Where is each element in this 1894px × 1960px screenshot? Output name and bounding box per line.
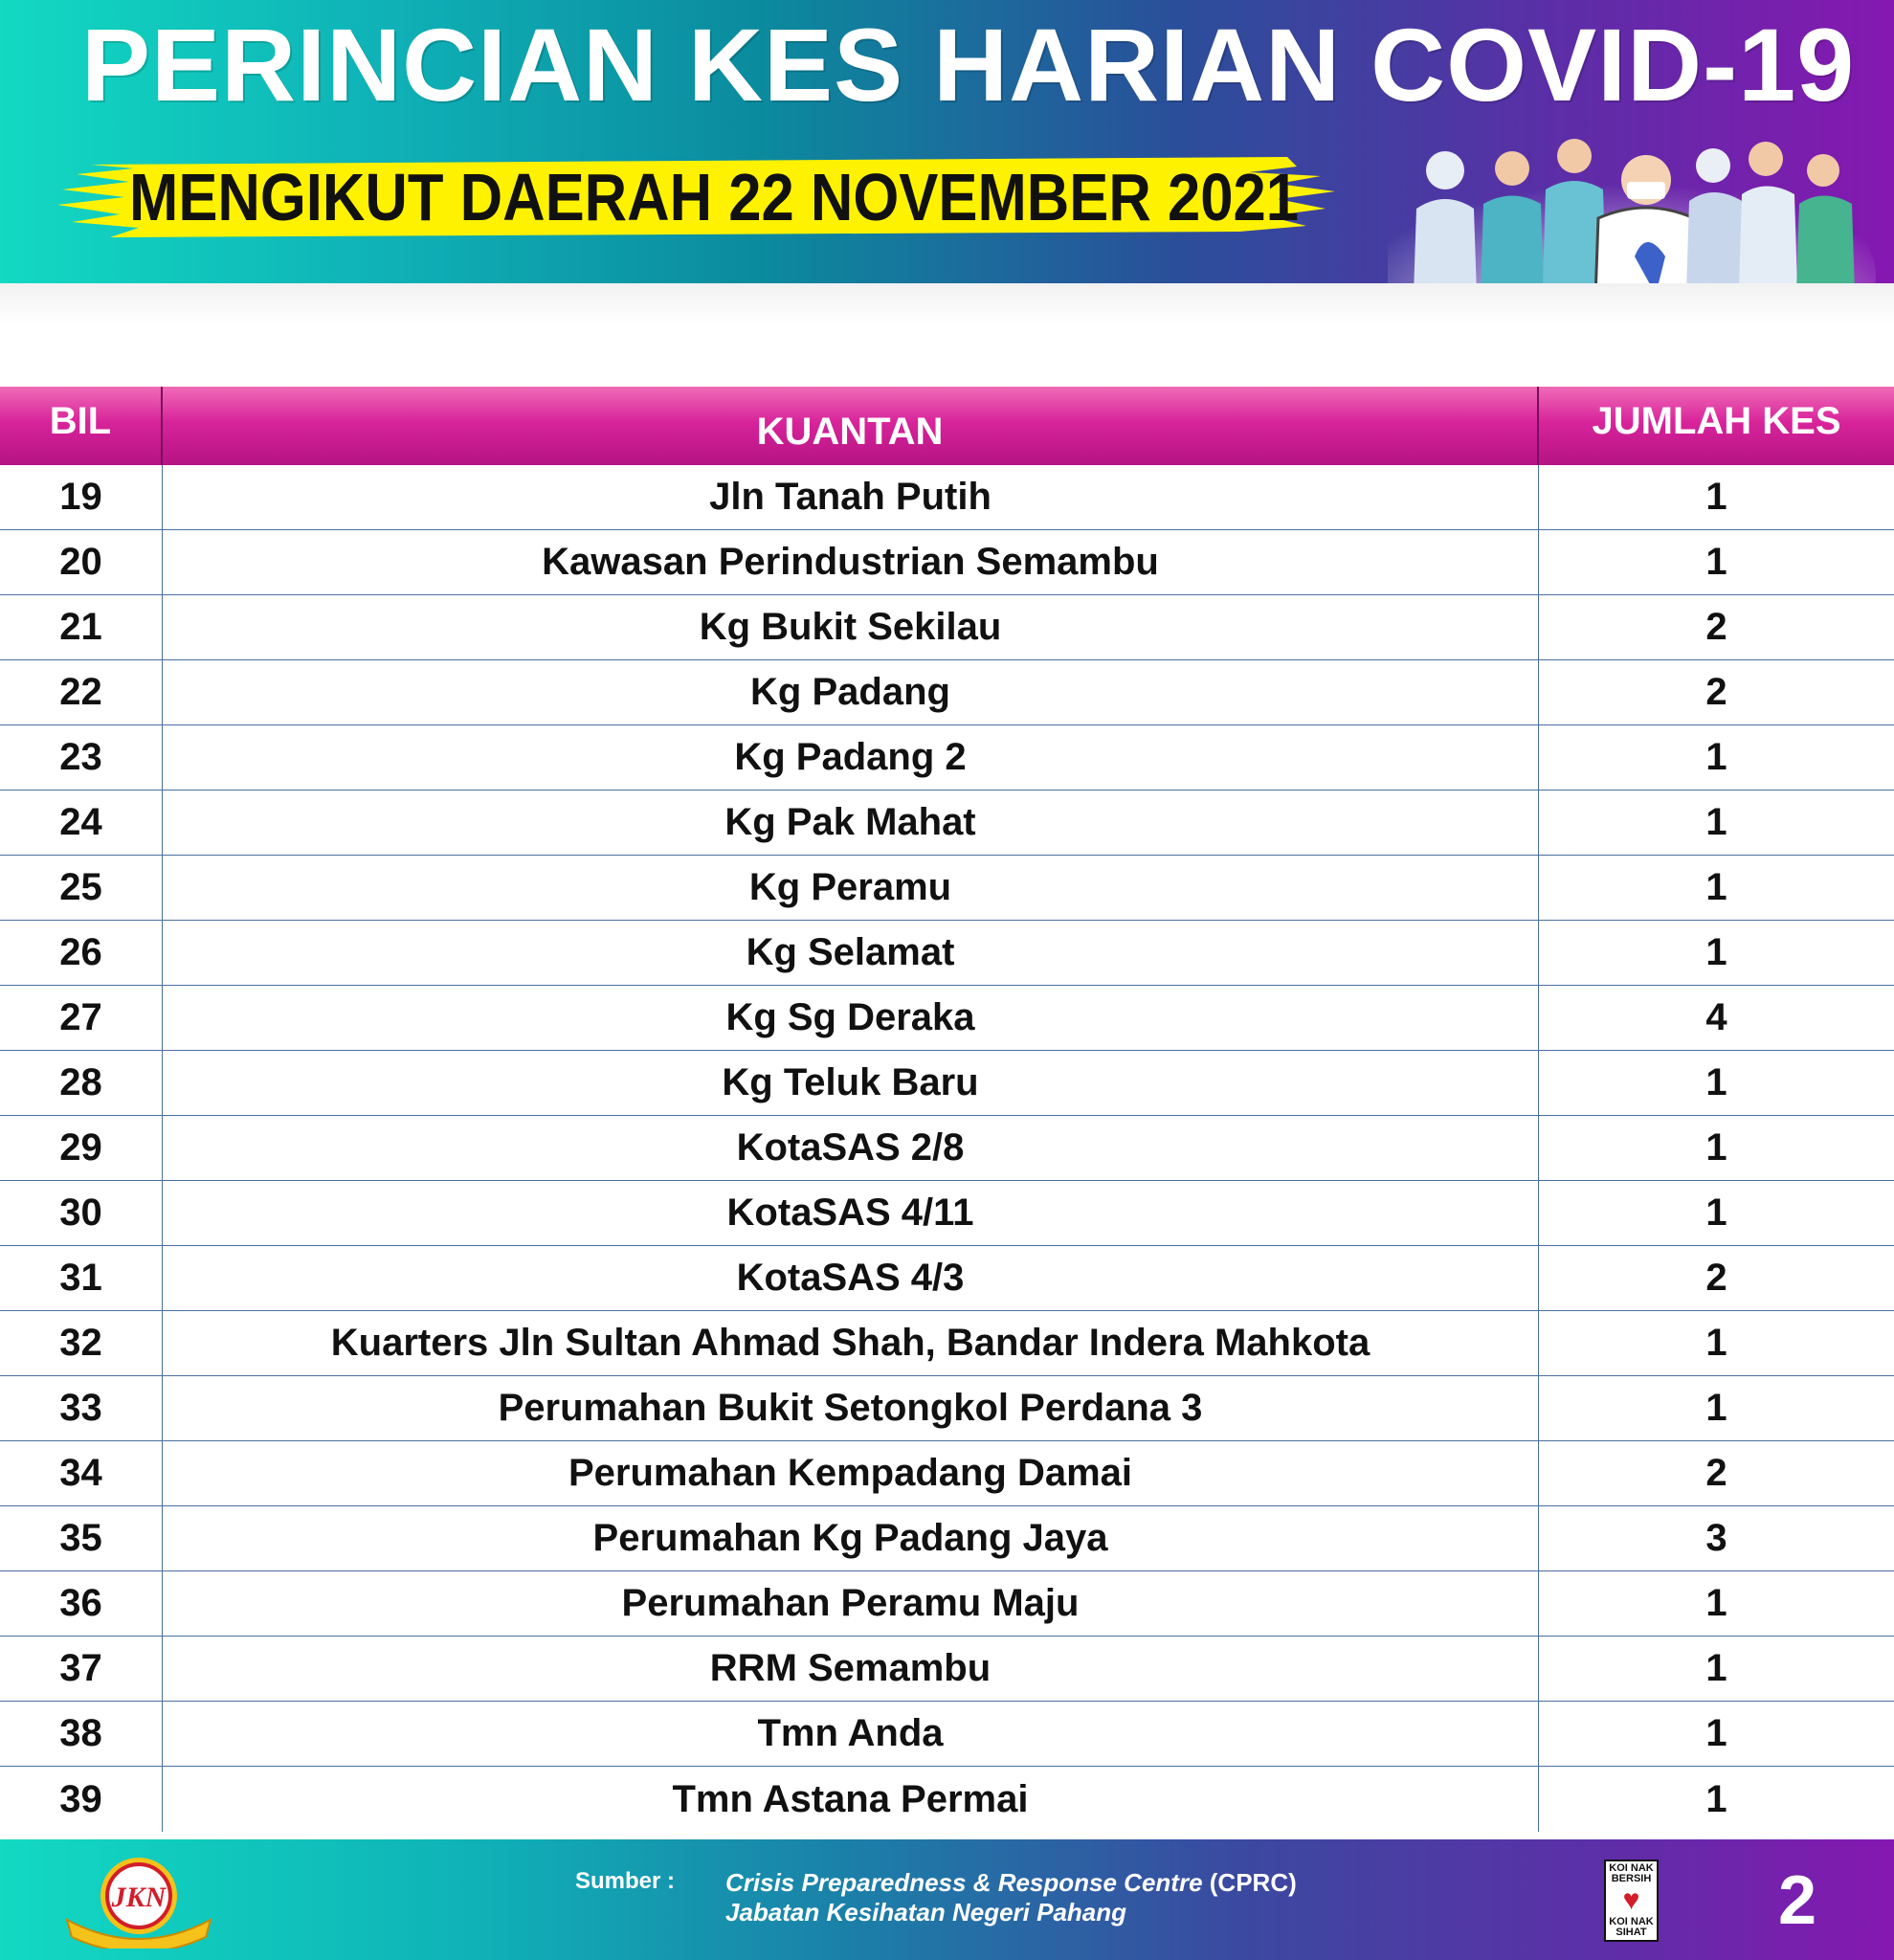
cell-cases: 1: [1705, 1647, 1727, 1689]
cell-bil: 26: [0, 921, 163, 985]
cell-cases: 1: [1705, 1387, 1727, 1429]
cell-area: Kuarters Jln Sultan Ahmad Shah, Bandar Indera Mahkota: [163, 1311, 1539, 1375]
cell-cases: 2: [1705, 671, 1727, 713]
cell-cases: 1: [1705, 1192, 1727, 1234]
table-row: [0, 1246, 1894, 1311]
koi-nak-bersih-badge: [1604, 1860, 1659, 1942]
source-label: Sumber :: [575, 1868, 676, 1894]
source-organisation: [725, 1868, 1297, 1898]
cell-bil: 30: [0, 1181, 163, 1245]
column-header-cases: JUMLAH KES: [1592, 400, 1841, 442]
subtitle-banner: [53, 151, 1340, 243]
cell-bil: 22: [0, 660, 163, 724]
cell-cases: 1: [1705, 1061, 1727, 1103]
table-row: [0, 1441, 1894, 1506]
table-row: [0, 1116, 1894, 1181]
cell-cases: 2: [1705, 606, 1727, 648]
cell-area: Kg Selamat: [163, 921, 1539, 985]
badge-bottom-text: KOI NAK SIHAT: [1609, 1916, 1654, 1938]
page-title: PERINCIAN KES HARIAN COVID-19: [81, 7, 1856, 122]
table-row: [0, 921, 1894, 986]
cell-area: Kg Padang 2: [163, 725, 1539, 790]
jkn-logo: [57, 1853, 220, 1949]
cell-cases: 1: [1705, 1126, 1727, 1169]
cell-cases: 4: [1705, 996, 1727, 1038]
table-row: [0, 725, 1894, 791]
cell-area: Perumahan Kg Padang Jaya: [163, 1506, 1539, 1570]
cell-area: KotaSAS 4/11: [163, 1181, 1539, 1245]
source-org-name: Crisis Preparedness & Response Centre: [725, 1868, 1203, 1897]
cell-area: Kg Teluk Baru: [163, 1051, 1539, 1115]
badge-top-text: KOI NAK BERSIH: [1609, 1862, 1654, 1884]
header-banner: [0, 0, 1894, 283]
cell-bil: 32: [0, 1311, 163, 1375]
page-subtitle: MENGIKUT DAERAH 22 NOVEMBER 2021: [129, 160, 1299, 234]
cell-area: KotaSAS 4/3: [163, 1246, 1539, 1310]
cell-area: Perumahan Peramu Maju: [163, 1571, 1539, 1636]
table-row: [0, 595, 1894, 660]
cell-cases: 1: [1705, 931, 1727, 973]
table-header-row: [0, 387, 1894, 465]
source-department: Jabatan Kesihatan Negeri Pahang: [725, 1898, 1127, 1927]
cell-bil: 21: [0, 595, 163, 659]
cell-bil: 33: [0, 1376, 163, 1440]
cell-area: Kg Peramu: [163, 856, 1539, 920]
cell-area: Kg Padang: [163, 660, 1539, 724]
cell-cases: 1: [1705, 1582, 1727, 1624]
cell-bil: 19: [0, 465, 163, 529]
cell-bil: 20: [0, 530, 163, 594]
table-row: [0, 1506, 1894, 1571]
jkn-logo-text: JKN: [111, 1882, 167, 1913]
cell-bil: 28: [0, 1051, 163, 1115]
cell-bil: 24: [0, 791, 163, 855]
cell-area: Perumahan Kempadang Damai: [163, 1441, 1539, 1505]
cell-bil: 29: [0, 1116, 163, 1180]
cell-area: Tmn Anda: [163, 1702, 1539, 1766]
column-header-area: KUANTAN: [163, 387, 1539, 465]
table-row: [0, 1571, 1894, 1637]
cell-cases: 3: [1705, 1517, 1727, 1559]
cell-area: Kg Sg Deraka: [163, 986, 1539, 1050]
cell-cases: 1: [1705, 1712, 1727, 1754]
cell-bil: 34: [0, 1441, 163, 1505]
cell-cases: 1: [1705, 541, 1727, 583]
page-number: 2: [1778, 1862, 1817, 1939]
cell-area: Kg Pak Mahat: [163, 791, 1539, 855]
column-header-bil: BIL: [0, 387, 163, 465]
cell-cases: 2: [1705, 1452, 1727, 1494]
header-fade: [0, 283, 1894, 389]
heart-icon: ♥: [1622, 1884, 1640, 1916]
healthcare-workers-illustration: [1388, 113, 1894, 283]
cell-bil: 39: [0, 1767, 163, 1832]
cell-cases: 1: [1705, 1777, 1727, 1820]
table-row: [0, 1376, 1894, 1441]
table-row: [0, 1637, 1894, 1702]
cell-cases: 1: [1705, 866, 1727, 908]
table-row: [0, 1181, 1894, 1246]
cell-area: Jln Tanah Putih: [163, 465, 1539, 529]
cell-bil: 37: [0, 1637, 163, 1701]
cell-cases: 1: [1705, 476, 1727, 518]
cell-area: KotaSAS 2/8: [163, 1116, 1539, 1180]
cell-cases: 1: [1705, 736, 1727, 778]
cell-bil: 23: [0, 725, 163, 790]
table-row: [0, 856, 1894, 921]
cell-bil: 36: [0, 1571, 163, 1636]
cell-cases: 2: [1705, 1257, 1727, 1299]
cell-bil: 38: [0, 1702, 163, 1766]
table-row: [0, 465, 1894, 530]
cell-cases: 1: [1705, 801, 1727, 843]
cell-area: Kawasan Perindustrian Semambu: [163, 530, 1539, 594]
source-org-abbr: (CPRC): [1202, 1868, 1297, 1897]
cell-area: Tmn Astana Permai: [163, 1767, 1539, 1832]
cell-area: RRM Semambu: [163, 1637, 1539, 1701]
table-row: [0, 791, 1894, 856]
table-row: [0, 1702, 1894, 1767]
cell-area: Kg Bukit Sekilau: [163, 595, 1539, 659]
case-table: [0, 387, 1894, 1832]
cell-bil: 25: [0, 856, 163, 920]
table-row: [0, 986, 1894, 1051]
table-row: [0, 1051, 1894, 1116]
cell-cases: 1: [1705, 1322, 1727, 1364]
table-row: [0, 530, 1894, 595]
table-body: [0, 465, 1894, 1832]
cell-bil: 27: [0, 986, 163, 1050]
cell-bil: 35: [0, 1506, 163, 1570]
table-row: [0, 1311, 1894, 1376]
table-row: [0, 1767, 1894, 1832]
table-row: [0, 660, 1894, 725]
cell-area: Perumahan Bukit Setongkol Perdana 3: [163, 1376, 1539, 1440]
cell-bil: 31: [0, 1246, 163, 1310]
